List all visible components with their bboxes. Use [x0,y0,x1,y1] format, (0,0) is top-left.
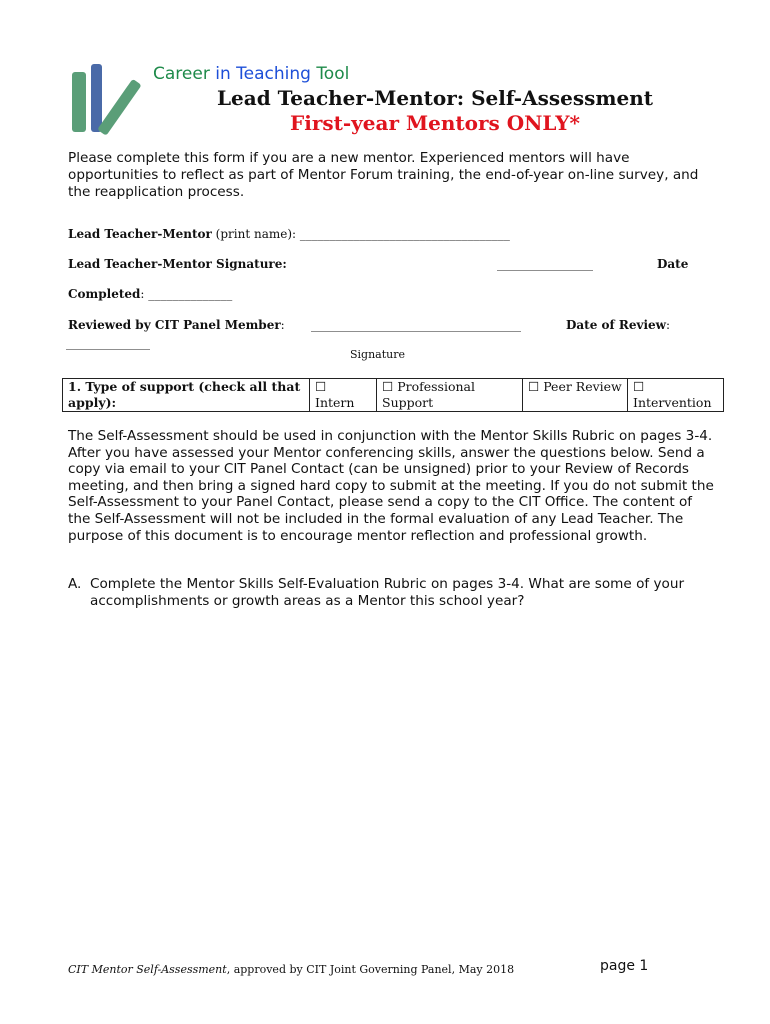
footer-approval: , approved by CIT Joint Governing Panel, May 2018 [226,963,515,976]
question-marker: A. [68,576,82,592]
brand-word-in-teaching: in Teaching [215,64,311,84]
question-a [68,576,718,609]
checkbox-icon[interactable]: ☐ [633,379,645,394]
footer-doc-name: CIT Mentor Self-Assessment [68,963,227,976]
instructions-paragraph: The Self-Assessment should be used in conjunction with the Mentor Skills Rubric on pages 3-4. After you have assessed your Mentor conferencing skills, answer the questions below. Send a copy via email to your CIT Panel Contact (can be unsigned) prior to your Review of Records meeting, and then bring a signed hard copy to submit at the meeting. If you do not submit the Self-Assessment to your Panel Contact, please send a copy to the CIT Office. The content of the Self-Assessment will not be included in the formal evaluation of any Lead Teacher. The purpose of this document is to encourage mentor reflection and professional growth. [68,428,714,544]
option-label: Professional Support [382,379,475,410]
support-type-table [62,378,724,412]
option-label: Intern [315,395,355,410]
completed-line: : ______________ [140,287,233,301]
signature-line[interactable]: ________________ [497,257,593,271]
intro-paragraph: Please complete this form if you are a new mentor. Experienced mentors will have opportunities to reflect as part of Mentor Forum training, the end-of-year on-line survey, and the reapplication process. [68,150,699,200]
completed-label: Completed [68,287,141,301]
brand-word-tool: Tool [316,64,350,84]
option-label: Intervention [633,395,712,410]
checkbox-icon[interactable]: ☐ [382,379,394,394]
name-hint: (print name): [211,227,300,241]
brand-name [153,64,349,84]
table-row [63,379,724,412]
reviewed-label: Reviewed by CIT Panel Member: [68,318,285,332]
option-peer-review[interactable] [523,379,628,412]
question-text: Complete the Mentor Skills Self-Evaluation Rubric on pages 3-4. What are some of your accomplishments or growth areas as a Mentor this school year? [90,576,685,609]
document-title: Lead Teacher-Mentor: Self-Assessment [216,86,653,110]
signature-caption: Signature [350,348,406,361]
date-of-review-line[interactable]: ______________ [66,336,150,350]
date-label: Date [657,257,689,271]
checkbox-icon[interactable]: ☐ [315,379,327,394]
name-line: ___________________________________ [299,227,510,241]
footer-note [68,963,514,976]
date-of-review-label: Date of Review: [566,318,671,332]
option-intervention[interactable] [628,379,724,412]
support-question: 1. Type of support (check all that apply): [63,379,310,412]
option-label: Peer Review [543,379,622,394]
option-professional-support[interactable] [377,379,523,412]
reviewed-line[interactable]: ___________________________________ [311,318,521,332]
document-subtitle: First-year Mentors ONLY* [290,111,580,135]
checkbox-icon[interactable]: ☐ [528,379,540,394]
page-number: page 1 [600,958,649,974]
name-label: Lead Teacher-Mentor [68,227,212,241]
signature-label: Lead Teacher-Mentor Signature: [68,257,287,271]
completed-field[interactable] [68,287,232,301]
option-intern[interactable] [310,379,377,412]
brand-word-career: Career [153,64,210,84]
name-field[interactable] [68,227,510,241]
